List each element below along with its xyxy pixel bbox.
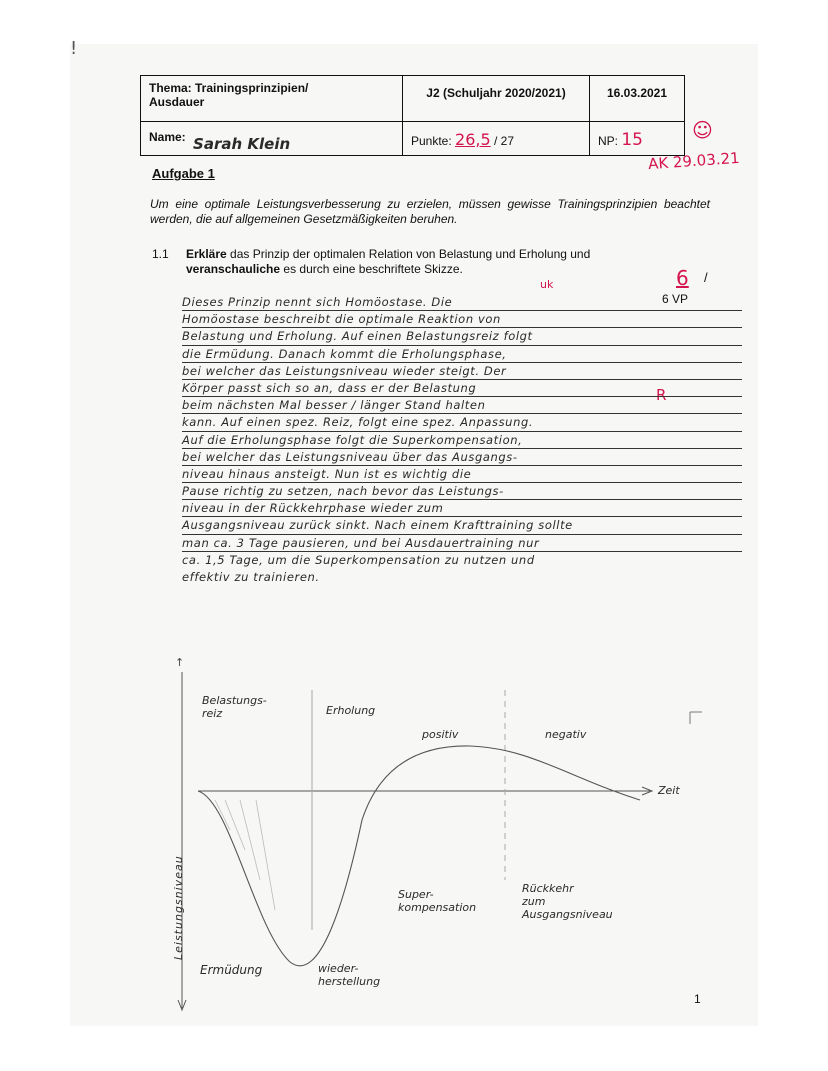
curve-path [198, 746, 640, 966]
y-axis-label: Leistungsniveau [172, 855, 185, 960]
label-rueckkehr: Rückkehr zum Ausgangsniveau [522, 882, 613, 921]
question-verb-veranschauliche: veranschauliche [186, 262, 281, 276]
question-end: es durch eine beschriftete Skizze. [280, 262, 463, 276]
answer-line: ca. 1,5 Tage, um die Superkompensation zu nutzen und [182, 552, 535, 567]
answer-line: die Ermüdung. Danach kommt die Erholungsphase, [182, 347, 742, 364]
correction-mark-uk: uk [540, 278, 554, 291]
teacher-signature: AK 29.03.21 [647, 148, 741, 174]
thema-label: Thema: Trainingsprinzipien/ [149, 81, 309, 95]
date-cell: 16.03.2021 [590, 76, 685, 122]
points-awarded: 6 [676, 266, 689, 290]
task-title: Aufgabe 1 [152, 166, 215, 181]
class-year-cell: J2 (Schuljahr 2020/2021) [403, 76, 590, 122]
name-label: Name: [149, 130, 186, 144]
corner-mark [690, 712, 702, 724]
label-negativ: negativ [545, 728, 587, 741]
label-positiv: positiv [422, 728, 459, 741]
margin-mark: ! [70, 38, 78, 59]
smiley-icon: ☺ [692, 118, 713, 142]
points-max: 6 VP [662, 292, 689, 306]
label-belastungsreiz: Belastungs- reiz [202, 694, 267, 720]
task-intro: Um eine optimale Leistungsverbesserung zu erzielen, müssen gewisse Trainingsprinzipien beachtet werden, die auf allgemeinen Gesetzmäßigkeiten beruhen. [150, 197, 710, 226]
label-superkompensation: Super- kompensation [398, 888, 477, 914]
answer-line: Pause richtig zu setzen, nach bevor das Leistungs- [182, 484, 742, 501]
label-wiederherstellung: wieder- herstellung [318, 962, 381, 988]
answer-line: bei welcher das Leistungsniveau wieder steigt. Der [182, 364, 742, 381]
page-number: 1 [694, 992, 701, 1006]
answer-line: beim nächsten Mal besser / länger Stand halten [182, 398, 742, 415]
np-label: NP: [598, 134, 619, 148]
answer-line: bei welcher das Leistungsniveau über das Ausgangs- [182, 450, 742, 467]
answer-line: niveau in der Rückkehrphase wieder zum [182, 501, 742, 518]
question-mid: das Prinzip der optimalen Relation von Belastung und Erholung und [226, 247, 591, 261]
label-ermuedung: Ermüdung [200, 963, 263, 977]
np-value: 15 [621, 130, 643, 150]
answer-line: kann. Auf einen spez. Reiz, folgt eine spez. Anpassung. [182, 415, 742, 432]
label-erholung: Erholung [326, 704, 376, 717]
answer-line: man ca. 3 Tage pausieren, und bei Ausdauertraining nur [182, 536, 742, 553]
answer-line: niveau hinaus ansteigt. Nun ist es wichtig die [182, 467, 742, 484]
answer-line: Ausgangsniveau zurück sinkt. Nach einem Krafttraining sollte [182, 518, 742, 535]
punkte-max: / 27 [494, 134, 515, 148]
ermuedung-hatching [215, 800, 275, 910]
points-slash: / [704, 270, 708, 285]
correction-mark-r: R [656, 386, 667, 404]
y-axis-arrow-icon: ↑ [175, 656, 185, 669]
answer-line: Auf die Erholungsphase folgt die Superkompensation, [182, 433, 742, 450]
answer-line: Dieses Prinzip nennt sich Homöostase. Die [182, 295, 742, 312]
x-axis-label: Zeit [658, 784, 680, 797]
thema-label-2: Ausdauer [149, 95, 205, 109]
answer-line: Belastung und Erholung. Auf einen Belastungsreiz folgt [182, 329, 742, 346]
question-number: 1.1 [152, 247, 169, 261]
answer-line: effektiv zu trainieren. [182, 570, 320, 584]
answer-line: Homöostase beschreibt die optimale Reaktion von [182, 312, 742, 329]
answer-line: Körper passt sich so an, dass er der Belastung [182, 381, 742, 398]
punkte-value: 26,5 [455, 130, 491, 149]
punkte-label: Punkte: [411, 134, 452, 148]
question-verb-erklaere: Erkläre [186, 247, 227, 261]
name-value: Sarah Klein [193, 135, 291, 153]
